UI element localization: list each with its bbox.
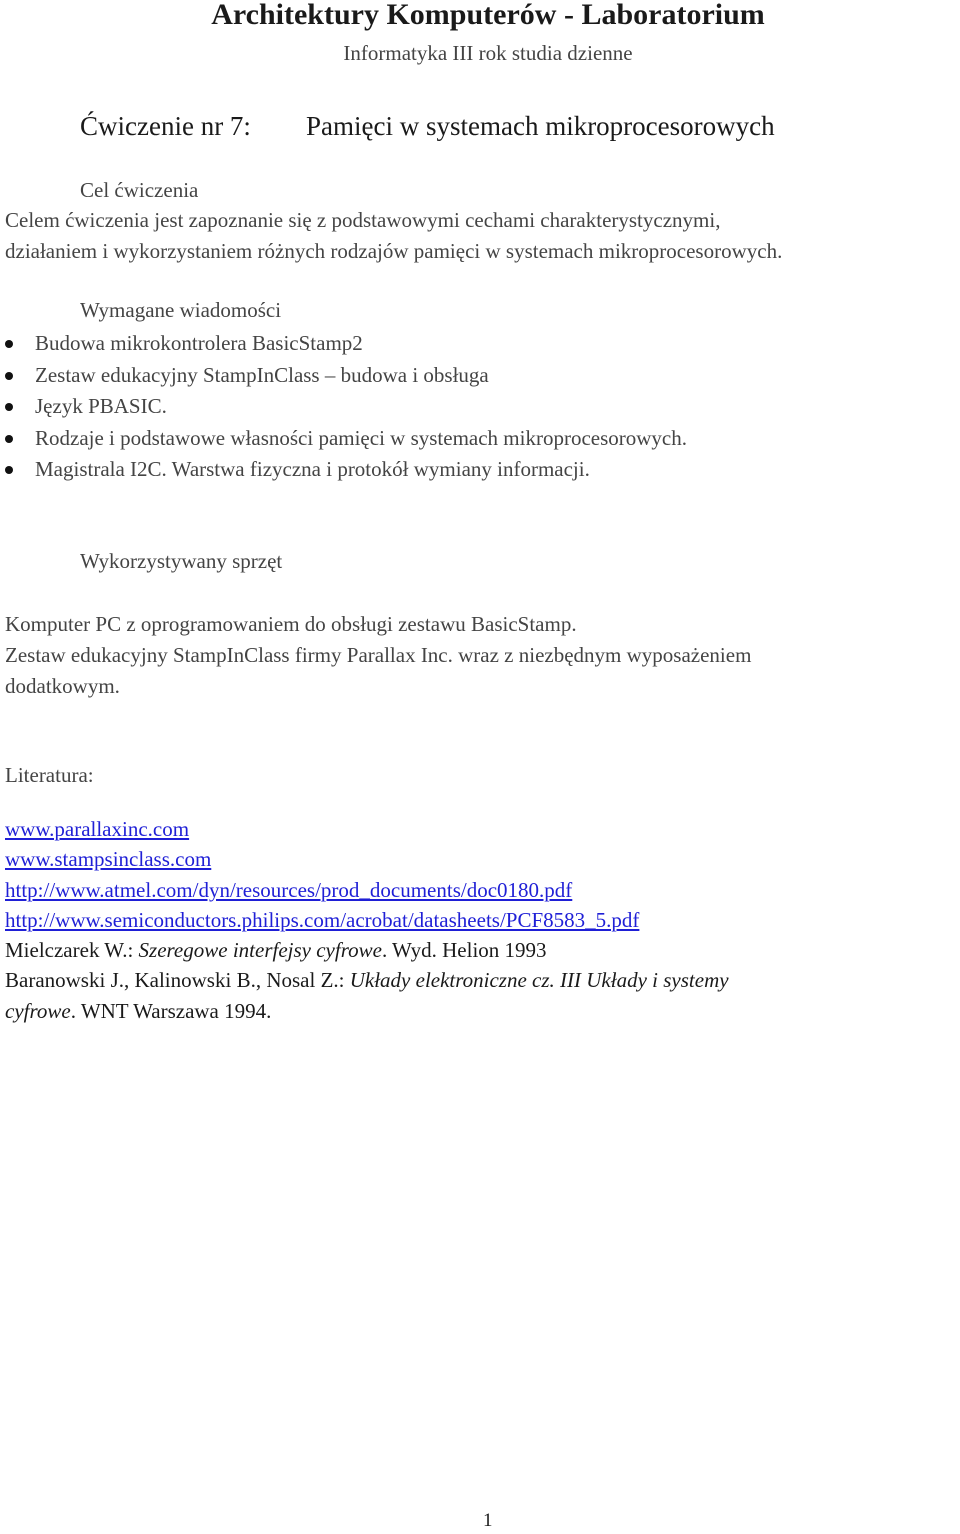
literature-list xyxy=(5,814,729,1026)
exercise-name: Pamięci w systemach mikroprocesorowych xyxy=(306,111,775,141)
list-item: Język PBASIC. xyxy=(0,391,687,423)
bullet-icon xyxy=(5,466,13,474)
equipment-line-3: dodatkowym. xyxy=(5,674,120,698)
list-item: Budowa mikrokontrolera BasicStamp2 xyxy=(0,328,687,360)
goal-line-2: działaniem i wykorzystaniem różnych rodzajów pamięci w systemach mikroprocesorowych. xyxy=(5,239,783,263)
book-authors: Baranowski J., Kalinowski B., Nosal Z.: xyxy=(5,968,350,993)
requirements-heading: Wymagane wiadomości xyxy=(80,298,282,322)
list-item: Zestaw edukacyjny StampInClass – budowa i obsługa xyxy=(0,360,687,392)
book-publisher: . WNT Warszawa 1994. xyxy=(70,998,272,1023)
equipment-line-1: Komputer PC z oprogramowaniem do obsługi zestawu BasicStamp. xyxy=(5,612,577,636)
list-item xyxy=(5,844,729,874)
list-item xyxy=(5,935,729,965)
list-item xyxy=(5,996,729,1026)
book-title: Szeregowe interfejsy cyfrowe xyxy=(138,938,382,963)
list-item xyxy=(5,875,729,905)
book-title: Układy elektroniczne cz. III Układy i systemy xyxy=(349,968,729,993)
goal-line-1: Celem ćwiczenia jest zapoznanie się z podstawowymi cechami charakterystycznymi, xyxy=(5,208,721,232)
requirements-list xyxy=(0,328,687,486)
exercise-label: Ćwiczenie nr 7: xyxy=(80,111,251,141)
link-atmel-doc[interactable]: http://www.atmel.com/dyn/resources/prod_documents/doc0180.pdf xyxy=(5,877,573,902)
bullet-icon xyxy=(5,435,13,443)
link-stampsinclass[interactable]: www.stampsinclass.com xyxy=(5,847,212,872)
page-number: 1 xyxy=(483,1510,493,1531)
literature-heading: Literatura: xyxy=(5,763,94,787)
link-philips-datasheet[interactable]: http://www.semiconductors.philips.com/acrobat/datasheets/PCF8583_5.pdf xyxy=(5,907,640,932)
book-publisher: . Wyd. Helion 1993 xyxy=(381,938,547,963)
list-item xyxy=(5,905,729,935)
book-authors: Mielczarek W.: xyxy=(5,938,139,963)
equipment-heading: Wykorzystywany sprzęt xyxy=(80,549,283,573)
document-title: Architektury Komputerów - Laboratorium xyxy=(211,0,765,31)
equipment-line-2: Zestaw edukacyjny StampInClass firmy Parallax Inc. wraz z niezbędnym wyposażeniem xyxy=(5,643,752,667)
list-item xyxy=(5,965,729,995)
bullet-icon xyxy=(5,372,13,380)
list-item: Rodzaje i podstawowe własności pamięci w systemach mikroprocesorowych. xyxy=(0,423,687,455)
bullet-icon xyxy=(5,340,13,348)
link-parallaxinc[interactable]: www.parallaxinc.com xyxy=(5,817,190,841)
list-item xyxy=(5,814,729,844)
document-subtitle: Informatyka III rok studia dzienne xyxy=(343,41,633,65)
goal-heading: Cel ćwiczenia xyxy=(80,178,199,202)
list-item: Magistrala I2C. Warstwa fizyczna i protokół wymiany informacji. xyxy=(0,454,687,486)
bullet-icon xyxy=(5,403,13,411)
book-title-continued: cyfrowe xyxy=(5,998,71,1023)
